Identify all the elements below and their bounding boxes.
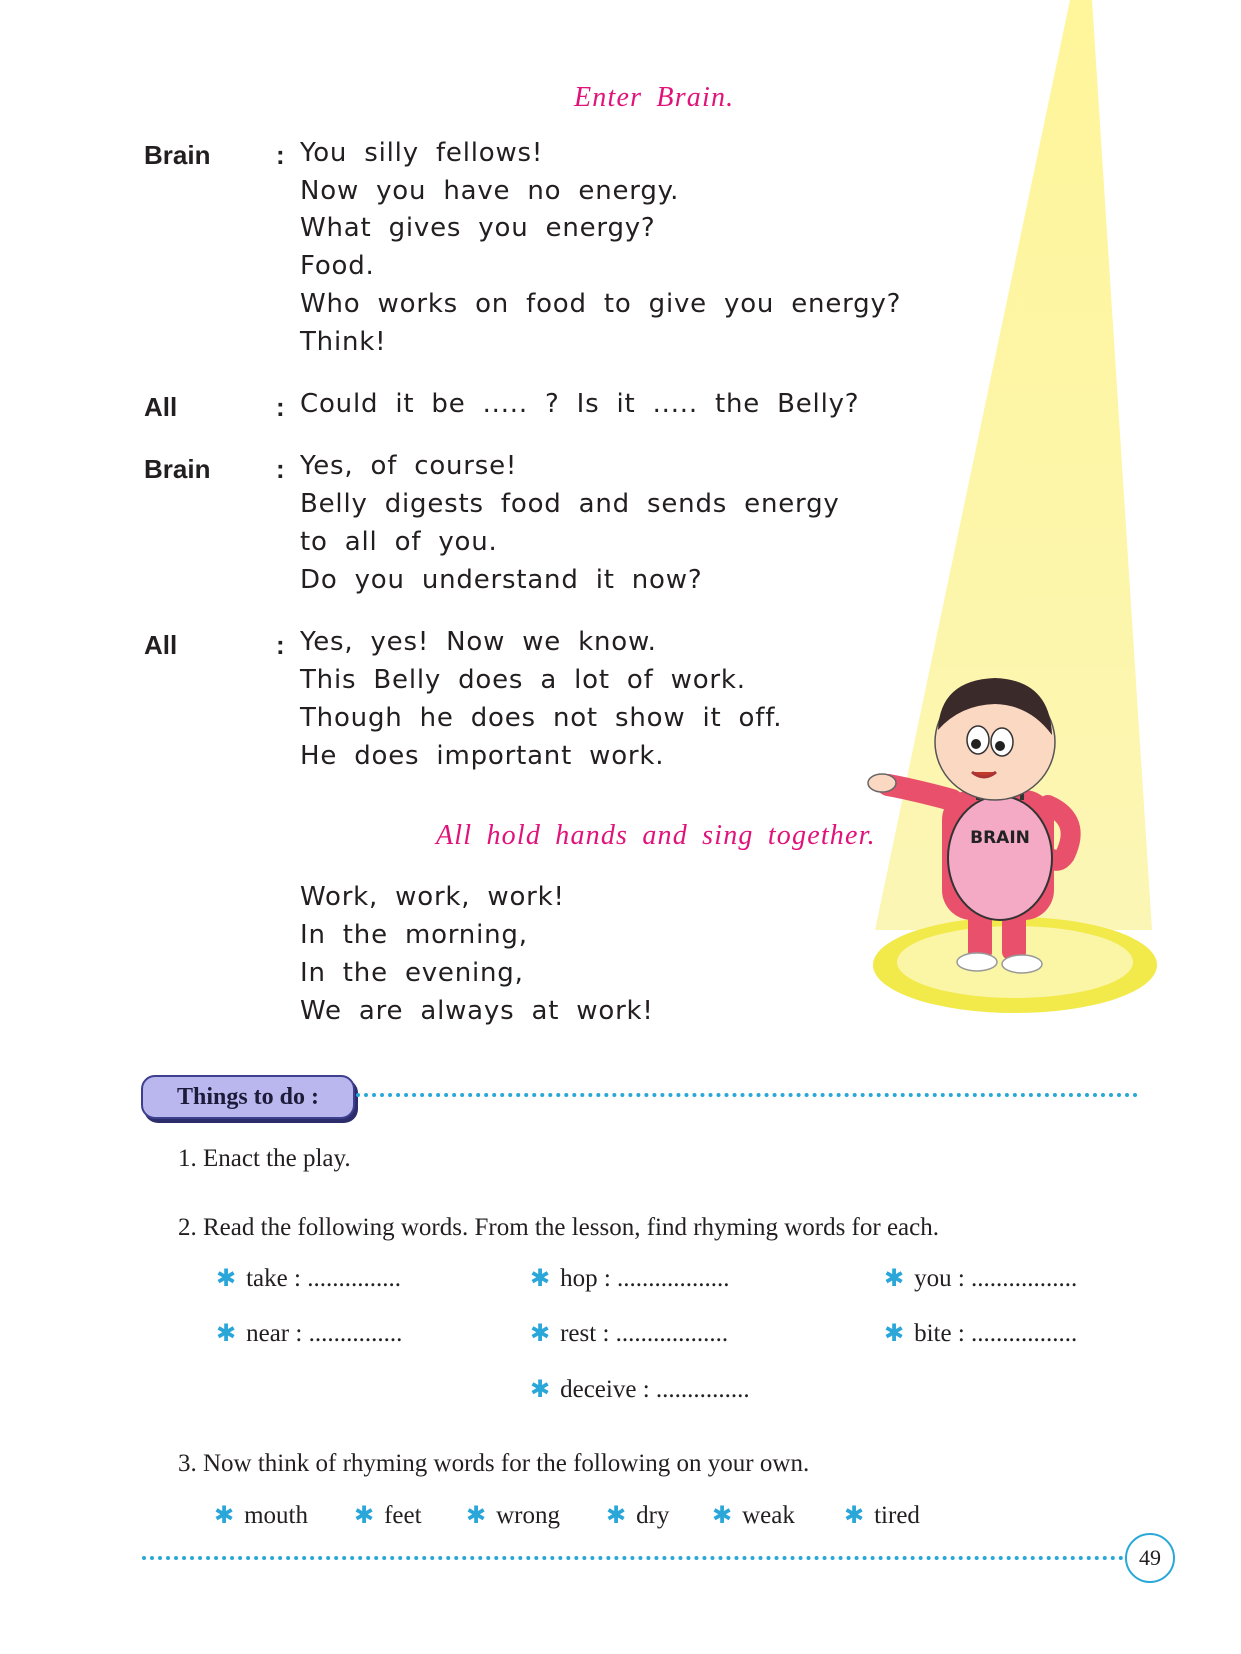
rhyme-item: ✱ take : ............... [216,1264,401,1292]
asterisk-icon: ✱ [712,1501,733,1529]
dialogue-line: Yes, yes! Now we know. [300,627,657,657]
song-line: We are always at work! [300,996,654,1026]
own-word-item: ✱ wrong [466,1501,560,1529]
own-word-item: ✱ weak [712,1501,795,1529]
asterisk-icon: ✱ [844,1501,865,1529]
task-2: 2. Read the following words. From the lesson, find rhyming words for each. [178,1214,939,1241]
rhyme-item: ✱ deceive : ............... [530,1375,750,1403]
own-word-item: ✱ mouth [214,1501,309,1529]
speaker-colon: : [276,630,285,660]
speaker-colon: : [276,140,285,170]
own-word-item: ✱ tired [844,1501,920,1529]
page-number: 49 [1125,1533,1175,1583]
asterisk-icon: ✱ [530,1264,551,1292]
song-line: Work, work, work! [300,882,565,912]
things-to-do-badge: Things to do : [141,1075,355,1119]
brain-belly-badge [948,796,1052,920]
song-line: In the evening, [300,958,524,988]
dialogue-line: He does important work. [300,741,665,771]
dialogue-line: Think! [300,327,387,357]
dialogue-line: Though he does not show it off. [300,703,783,733]
rhyme-item: ✱ rest : .................. [530,1319,729,1347]
asterisk-icon: ✱ [216,1319,237,1347]
asterisk-icon: ✱ [884,1264,905,1292]
asterisk-icon: ✱ [216,1264,237,1292]
song-line: In the morning, [300,920,528,950]
rhyme-item: ✱ hop : .................. [530,1264,730,1292]
stage-direction-enter-brain: Enter Brain. [574,82,735,113]
dialogue-line: What gives you energy? [300,213,656,243]
rhyme-item: ✱ bite : ................. [884,1319,1078,1347]
task-3: 3. Now think of rhyming words for the following on your own. [178,1450,810,1477]
asterisk-icon: ✱ [530,1319,551,1347]
speaker-all-2: All [144,630,178,660]
rhyme-item: ✱ you : ................. [884,1264,1078,1292]
dialogue-line: Could it be ..... ? Is it ..... the Belly? [300,389,860,419]
speaker-brain-1: Brain [144,140,211,170]
speaker-brain-2: Brain [144,454,211,484]
asterisk-icon: ✱ [354,1501,375,1529]
asterisk-icon: ✱ [466,1501,487,1529]
task-1: 1. Enact the play. [178,1145,351,1172]
brain-spotlight-illustration [860,0,1220,1040]
dialogue-line: You silly fellows! [300,138,544,168]
section-dotted-divider [356,1093,1138,1097]
asterisk-icon: ✱ [214,1501,235,1529]
dialogue-line: Who works on food to give you energy? [300,289,902,319]
speaker-colon: : [276,454,285,484]
dialogue-line: Belly digests food and sends energy [300,489,840,519]
dialogue-line: Now you have no energy. [300,176,680,206]
speaker-colon: : [276,392,285,422]
dialogue-line: to all of you. [300,527,498,557]
dialogue-line: Yes, of course! [300,451,518,481]
speaker-all-1: All [144,392,178,422]
asterisk-icon: ✱ [530,1375,551,1403]
rhyme-item: ✱ near : ............... [216,1319,403,1347]
stage-direction-hold-hands: All hold hands and sing together. [436,820,876,851]
own-word-item: ✱ dry [606,1501,670,1529]
asterisk-icon: ✱ [606,1501,627,1529]
own-word-item: ✱ feet [354,1501,422,1529]
asterisk-icon: ✱ [884,1319,905,1347]
dialogue-line: This Belly does a lot of work. [300,665,746,695]
footer-dotted-divider [142,1556,1124,1560]
badge-text: BRAIN [970,828,1030,848]
dialogue-line: Food. [300,251,375,281]
dialogue-line: Do you understand it now? [300,565,703,595]
